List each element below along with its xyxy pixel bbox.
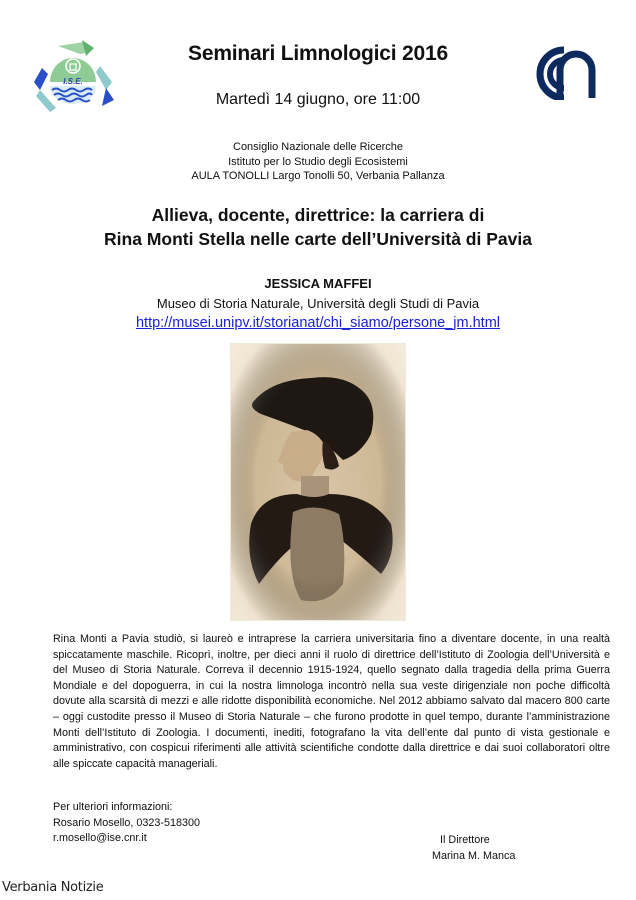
contact-heading: Per ulteriori informazioni: [53, 801, 173, 813]
svg-text:I.S.E.: I.S.E. [63, 77, 83, 86]
talk-title [0, 203, 636, 251]
org-line-venue: AULA TONOLLI Largo Tonolli 50, Verbania Pallanza [191, 170, 445, 182]
portrait-photo [231, 344, 405, 620]
contact-person: Rosario Mosello, 0323-518300 [53, 816, 201, 829]
org-line-cnr: Consiglio Nazionale delle Ricerche [233, 141, 403, 153]
speaker-affiliation: Museo di Storia Naturale, Università degli Studi di Pavia [156, 296, 480, 311]
event-date: Martedì 14 giugno, ore 11:00 [215, 91, 421, 108]
abstract-paragraph: Rina Monti a Pavia studiò, si laureò e intraprese la carriera universitaria fino a diventare docente, in una realtà spiccatamente maschile. Ricoprì, inoltre, per dieci anni il ruolo di direttrice dell’Istituto di Zoologia dell’Università e del Museo di Storia Naturale. Correva il decennio 1915-1924, quello segnato dalla tragedia della prima Guerra Mondiale e del dopoguerra, in cui la nostra limnologa incontrò nella sua veste dirigenziale non poche difficoltà dovute alla scarsità di mezzi e alle ridotte disponibilità economiche. Nel 2012 abbiamo salvato dal macero 800 carte – oggi custodite presso il Museo di Storia Naturale – che furono prodotte in quel tempo, durante l’amministrazione Monti dell’Istituto di Zoologia. I documenti, inediti, fotografano la vita dell’ente dal punto di vista gestionale e amministrativo, con cospicui riferimenti alle attività scientifiche condotte dalla direttrice e dai suoi collaboratori oltre alle spiccate capacità manageriali. [53, 633, 610, 770]
watermark-text: Verbania Notizie [2, 880, 104, 895]
director-name: Marina M. Manca [432, 850, 516, 862]
event-title: Seminari Limnologici 2016 [188, 42, 448, 65]
org-line-institute: Istituto per lo Studio degli Ecosistemi [228, 155, 408, 168]
contact-block [53, 800, 200, 847]
speaker-name: JESSICA MAFFEI [264, 276, 372, 291]
organization-block [0, 140, 636, 184]
speaker-link-container [0, 315, 636, 331]
contact-email: r.mosello@ise.cnr.it [53, 832, 147, 845]
talk-title-line-1: Allieva, docente, direttrice: la carriera di [151, 205, 485, 225]
talk-title-line-2: Rina Monti Stella nelle carte dell’Università di Pavia [104, 229, 532, 249]
director-role: Il Direttore [440, 834, 490, 846]
speaker-profile-link[interactable]: http://musei.unipv.it/storianat/chi_siamo/persone_jm.html [135, 315, 500, 331]
